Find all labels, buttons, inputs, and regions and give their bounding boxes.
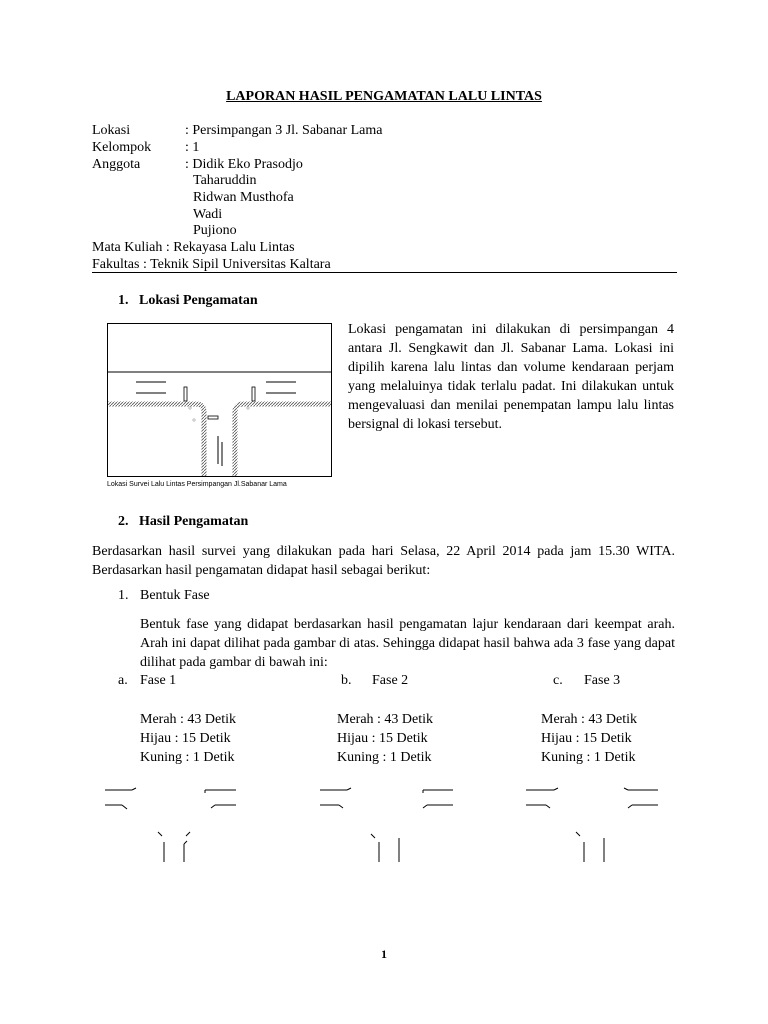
phase-green-duration: Hijau : 15 Detik bbox=[140, 731, 231, 746]
phase-letter: b. bbox=[341, 673, 352, 688]
member-name: Pujiono bbox=[193, 223, 237, 238]
member-name: Ridwan Musthofa bbox=[193, 190, 294, 205]
traffic-light-icon bbox=[252, 387, 255, 401]
intersection-figure bbox=[107, 323, 332, 477]
phase-letter: c. bbox=[553, 673, 563, 688]
member-name: Wadi bbox=[193, 207, 223, 222]
traffic-light-icon bbox=[208, 416, 218, 419]
subsection-heading: Bentuk Fase bbox=[140, 588, 210, 603]
phase-yellow-duration: Kuning : 1 Detik bbox=[541, 750, 636, 765]
phase-green-duration: Hijau : 15 Detik bbox=[337, 731, 428, 746]
intersection-diagram bbox=[108, 324, 331, 476]
divider bbox=[92, 272, 677, 273]
info-value-lokasi: : Persimpangan 3 Jl. Sabanar Lama bbox=[185, 123, 383, 138]
subsection-number: 1. bbox=[118, 588, 129, 603]
info-label-anggota: Anggota bbox=[92, 157, 141, 172]
curb-left bbox=[108, 404, 204, 476]
course-line: Mata Kuliah : Rekayasa Lalu Lintas bbox=[92, 240, 295, 255]
phase-letter: a. bbox=[118, 673, 128, 688]
document-title: LAPORAN HASIL PENGAMATAN LALU LINTAS bbox=[226, 89, 542, 104]
figure-caption: Lokasi Survei Lalu Lintas Persimpangan Jl.Sabanar Lama bbox=[107, 481, 287, 488]
info-label-kelompok: Kelompok bbox=[92, 140, 152, 155]
phase-green-duration: Hijau : 15 Detik bbox=[541, 731, 632, 746]
phase-1-diagram bbox=[100, 780, 250, 870]
curb-right bbox=[235, 404, 331, 476]
info-value-anggota: : Didik Eko Prasodjo bbox=[185, 157, 303, 172]
traffic-light-icon bbox=[184, 387, 187, 401]
section-1-text: Lokasi pengamatan ini dilakukan di persimpangan 4 antara Jl. Sengkawit dan Jl. Sabanar Lama. Lokasi ini dipilih karena lalu lintas dan volume kendaraan perjam yang melaluinya tidak terlalu padat. Ini dilakukan untuk mengevaluasi dan menilai penempatan lampu lalu lintas bersignal di lokasi tersebut. bbox=[348, 322, 674, 432]
phase-red-duration: Merah : 43 Detik bbox=[337, 712, 434, 727]
phase-yellow-duration: Kuning : 1 Detik bbox=[140, 750, 235, 765]
page-number: 1 bbox=[381, 947, 387, 961]
section-2-heading: 2. Hasil Pengamatan bbox=[118, 514, 249, 529]
phase-3-diagram bbox=[518, 780, 668, 870]
section-2-intro: Berdasarkan hasil survei yang dilakukan pada hari Selasa, 22 April 2014 pada jam 15.30 WITA. Berdasarkan hasil pengamatan didapat hasil sebagai berikut: bbox=[92, 544, 675, 578]
info-label-lokasi: Lokasi bbox=[92, 123, 131, 138]
subsection-text: Bentuk fase yang didapat berdasarkan hasil pengamatan lajur kendaraan dari keempat arah. Arah ini dapat dilihat pada gambar di atas. Sehingga didapat hasil bahwa ada 3 fase yang dapat dilihat pada gambar di bawah ini: bbox=[140, 617, 675, 670]
phase-name: Fase 2 bbox=[372, 673, 409, 688]
faculty-line: Fakultas : Teknik Sipil Universitas Kaltara bbox=[92, 257, 331, 272]
phase-yellow-duration: Kuning : 1 Detik bbox=[337, 750, 432, 765]
section-1-heading: 1. Lokasi Pengamatan bbox=[118, 293, 258, 308]
info-value-kelompok: : 1 bbox=[185, 140, 200, 155]
member-name: Taharuddin bbox=[193, 173, 257, 188]
phase-red-duration: Merah : 43 Detik bbox=[140, 712, 237, 727]
phase-name: Fase 3 bbox=[584, 673, 621, 688]
phase-2-diagram bbox=[315, 780, 465, 870]
phase-red-duration: Merah : 43 Detik bbox=[541, 712, 638, 727]
phase-name: Fase 1 bbox=[140, 673, 177, 688]
